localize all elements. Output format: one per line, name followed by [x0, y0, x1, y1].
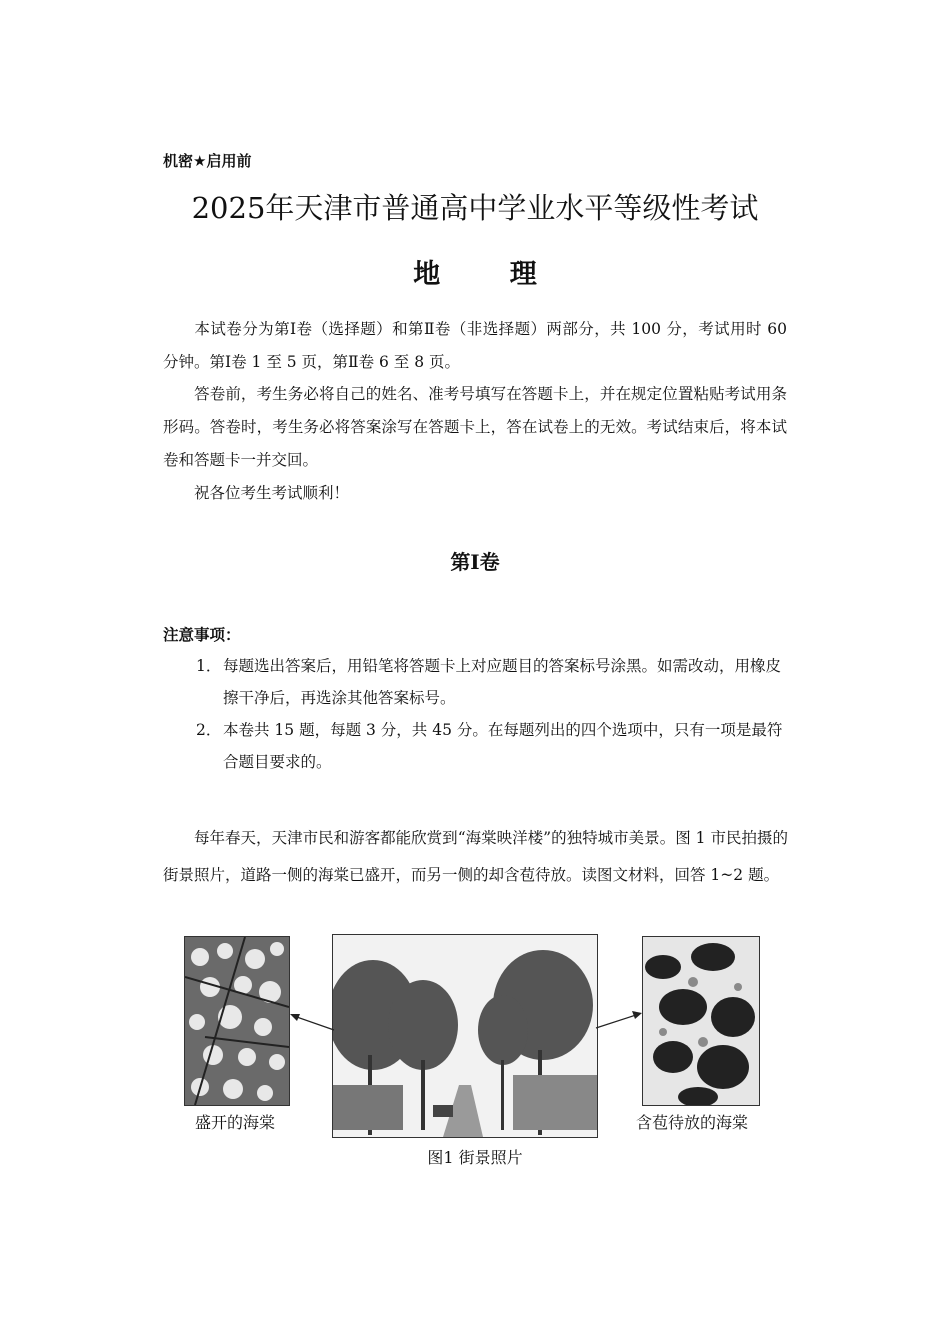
note-item — [196, 714, 788, 778]
note-number: 2． — [196, 721, 222, 739]
question-material — [163, 820, 788, 894]
left-photo-caption: 盛开的海棠 — [195, 1113, 276, 1132]
left-arrow-icon — [288, 1008, 348, 1038]
intro-paragraph-2-text: 答卷前，考生务必将自己的姓名、准考号填写在答题卡上，并在规定位置粘贴考试用条形码。答卷时，考生务必将答案涂写在答题卡上，答在试卷上的无效。考试结束后，将本试卷和答题卡一并交回。 — [163, 385, 787, 469]
question-material-text: 每年春天，天津市民和游客都能欣赏到“海棠映洋楼”的独特城市美景。图 1 市民拍摄的街景照片，道路一侧的海棠已盛开，而另一侧的却含苞待放。读图文材料，回答 1~2 题。 — [163, 829, 788, 884]
confidential-label: 机密★启用前 — [163, 152, 252, 170]
figure-caption: 图1 街景照片 — [427, 1148, 523, 1167]
street-scene-photo — [332, 934, 598, 1138]
blooming-crabapple-image — [185, 937, 289, 1105]
intro-paragraph-3-text: 祝各位考生考试顺利！ — [194, 484, 350, 502]
subject-title: 地 理 — [413, 259, 567, 290]
intro-paragraph-1-text: 本试卷分为第Ⅰ卷（选择题）和第Ⅱ卷（非选择题）两部分，共 100 分，考试用时 60 分钟。第Ⅰ卷 1 至 5 页，第Ⅱ卷 6 至 8 页。 — [163, 320, 787, 371]
right-photo-caption: 含苞待放的海棠 — [636, 1113, 749, 1132]
note-item — [196, 650, 788, 714]
budding-crabapple-image — [643, 937, 759, 1105]
note-number: 1． — [196, 657, 222, 675]
budding-crabapple-photo — [642, 936, 760, 1106]
notes-title: 注意事项： — [163, 626, 241, 644]
blooming-crabapple-photo — [184, 936, 290, 1106]
right-arrow-icon — [590, 1008, 650, 1038]
intro-paragraph-2 — [163, 378, 787, 477]
note-text: 每题选出答案后，用铅笔将答题卡上对应题目的答案标号涂黑。如需改动，用橡皮擦干净后，再选涂其他答案标号。 — [223, 657, 782, 707]
note-text: 本卷共 15 题，每题 3 分，共 45 分。在每题列出的四个选项中，只有一项是最符合题目要求的。 — [223, 721, 783, 771]
intro-paragraph-1 — [163, 313, 787, 379]
volume-heading: 第Ⅰ卷 — [450, 550, 500, 574]
exam-title: 2025年天津市普通高中学业水平等级性考试 — [191, 191, 759, 225]
street-scene-image — [333, 935, 597, 1137]
intro-paragraph-3 — [163, 477, 787, 510]
